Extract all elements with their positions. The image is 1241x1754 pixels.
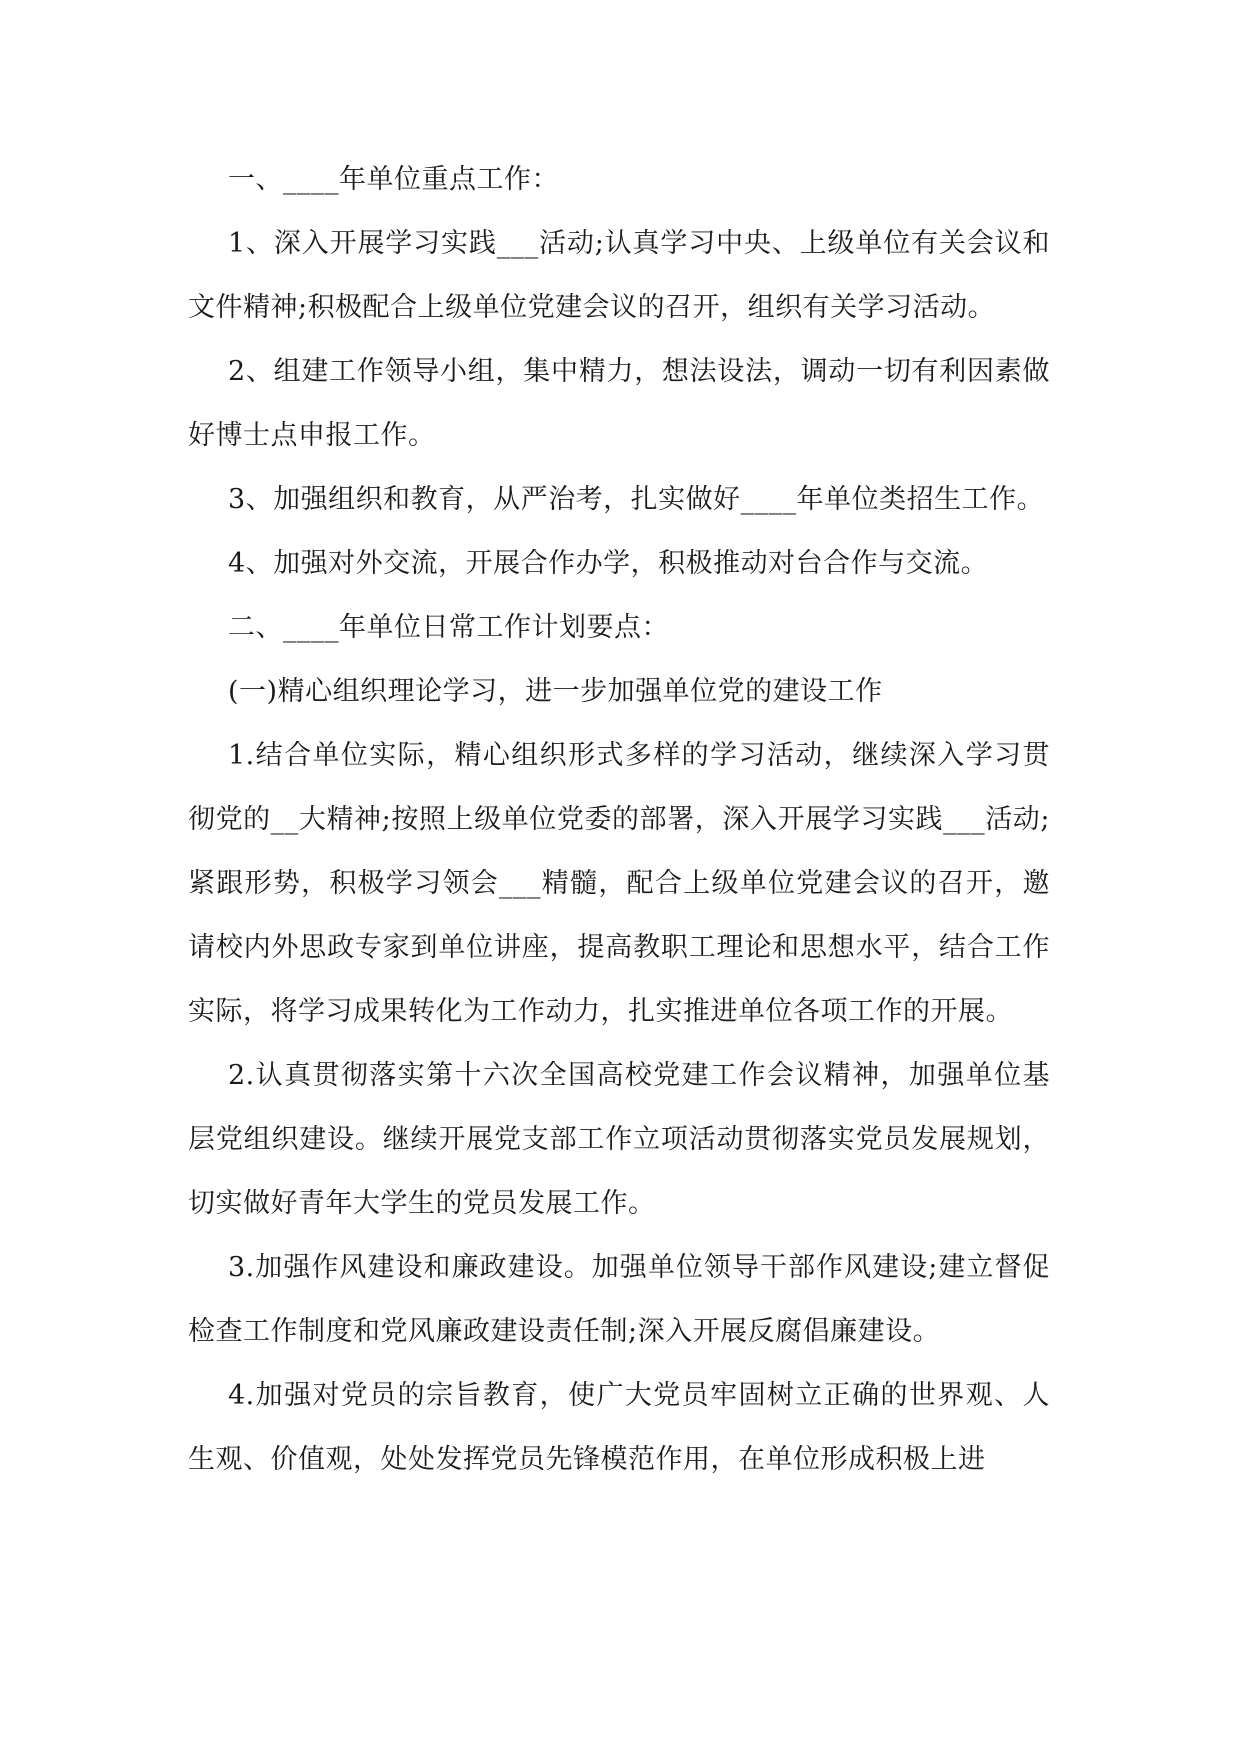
paragraph-subitem-4: 4.加强对党员的宗旨教育，使广大党员牢固树立正确的世界观、人生观、价值观，处处发挥党员先锋模范作用，在单位形成积极上进 (188, 1380, 1050, 1475)
paragraph-subitem-1: 1.结合单位实际，精心组织形式多样的学习活动，继续深入学习贯彻党的__大精神;按照上级单位党委的部署，深入开展学习实践___活动;紧跟形势，积极学习领会___精髓，配合上级单位党建会议的召开，邀请校内外思政专家到单位讲座，提高教职工理论和思想水平，结合工作实际，将学习成果转化为工作动力，扎实推进单位各项工作的开展。 (188, 740, 1050, 1027)
section-heading-2: 二、____年单位日常工作计划要点： (228, 612, 669, 643)
paragraph-item-3: 3、加强组织和教育，从严治考，扎实做好____年单位类招生工作。 (228, 484, 1045, 515)
paragraph-subitem-3: 3.加强作风建设和廉政建设。加强单位领导干部作风建设;建立督促检查工作制度和党风廉政建设责任制;深入开展反腐倡廉建设。 (188, 1252, 1050, 1347)
paragraph-subitem-2: 2.认真贯彻落实第十六次全国高校党建工作会议精神，加强单位基层党组织建设。继续开展党支部工作立项活动贯彻落实党员发展规划，切实做好青年大学生的党员发展工作。 (188, 1060, 1050, 1219)
paragraph-item-4: 4、加强对外交流，开展合作办学，积极推动对台合作与交流。 (228, 548, 989, 579)
paragraph-item-2: 2、组建工作领导小组，集中精力，想法设法，调动一切有利因素做好博士点申报工作。 (188, 356, 1050, 451)
section-heading-1: 一、____年单位重点工作： (228, 164, 559, 195)
paragraph-item-1: 1、深入开展学习实践___活动;认真学习中央、上级单位有关会议和文件精神;积极配合上级单位党建会议的召开，组织有关学习活动。 (188, 228, 1050, 323)
subsection-heading-1: (一)精心组织理论学习，进一步加强单位党的建设工作 (228, 676, 883, 707)
document-body (188, 148, 1050, 1492)
